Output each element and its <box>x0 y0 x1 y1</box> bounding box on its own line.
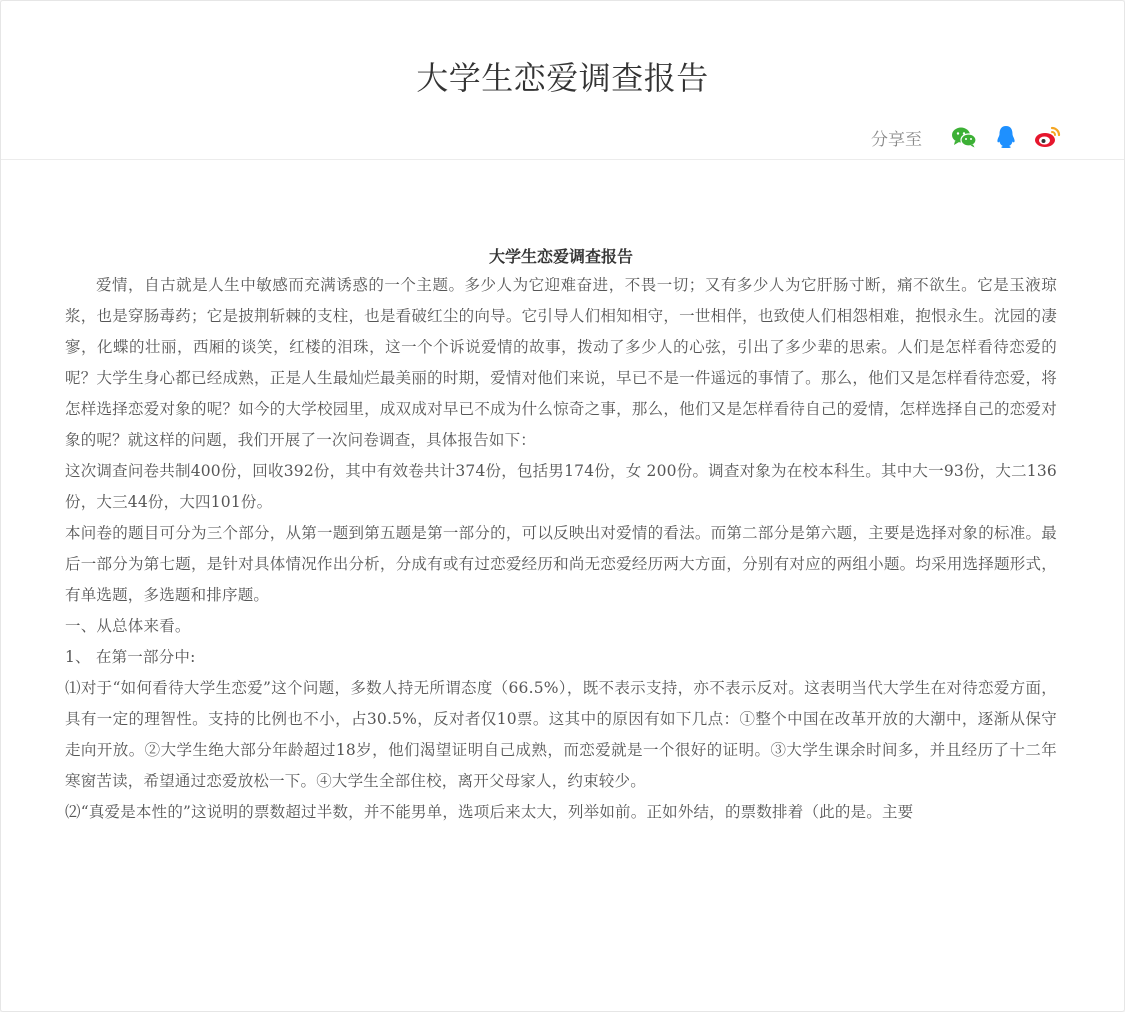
weibo-icon[interactable] <box>1034 123 1062 151</box>
paragraph-structure: 本问卷的题目可分为三个部分，从第一题到第五题是第一部分的，可以反映出对爱情的看法。而第二部分是第六题，主要是选择对象的标准。最后一部分为第七题，是针对具体情况作出分析，分成有或有过恋爱经历和尚无恋爱经历两大方面，分别有对应的两组小题。均采用选择题形式，有单选题，多选题和排序题。 <box>65 524 1057 604</box>
article-body <box>65 241 1057 828</box>
paragraph-item-1: ⑴对于“如何看待大学生恋爱”这个问题，多数人持无所谓态度（66.5%），既不表示支持，亦不表示反对。这表明当代大学生在对待恋爱方面，具有一定的理智性。支持的比例也不小，占30.5%，反对者仅10票。这其中的原因有如下几点：①整个中国在改革开放的大潮中，逐渐从保守走向开放。②大学生绝大部分年龄超过18岁，他们渴望证明自己成熟，而恋爱就是一个很好的证明。③大学生课余时间多，并且经历了十二年寒窗苦读，希望通过恋爱放松一下。④大学生全部住校，离开父母家人，约束较少。 <box>65 679 1057 790</box>
paragraph-intro: 爱情，自古就是人生中敏感而充满诱惑的一个主题。多少人为它迎难奋进，不畏一切；又有多少人为它肝肠寸断，痛不欲生。它是玉液琼浆，也是穿肠毒药；它是披荆斩棘的支柱，也是看破红尘的向导。它引导人们相知相守，一世相伴，也致使人们相怨相难，抱恨永生。沈园的凄寥，化蝶的壮丽，西厢的谈笑，红楼的泪珠，这一个个诉说爱情的故事，拨动了多少人的心弦，引出了多少辈的思索。人们是怎样看待恋爱的呢？大学生身心都已经成熟，正是人生最灿烂最美丽的时期，爱情对他们来说，早已不是一件遥远的事情了。那么，他们又是怎样看待恋爱，将怎样选择恋爱对象的呢？如今的大学校园里，成双成对早已不成为什么惊奇之事，那么，他们又是怎样看待自己的爱情，怎样选择自己的恋爱对象的呢？就这样的问题，我们开展了一次问卷调查，具体报告如下： <box>65 276 1057 449</box>
article-heading: 大学生恋爱调查报告 <box>488 247 633 266</box>
share-label: 分享至 <box>871 129 922 150</box>
article-header <box>1 1 1124 160</box>
page-title: 大学生恋爱调查报告 <box>416 59 709 97</box>
section-heading-overall: 一、从总体来看。 <box>65 617 191 635</box>
qq-icon[interactable] <box>992 123 1020 151</box>
paragraph-survey-stats: 这次调查问卷共制400份，回收392份，其中有效卷共计374份，包括男174份，女 200份。调查对象为在校本科生。其中大一93份，大二136份，大三44份，大四101份。 <box>65 462 1057 511</box>
subsection-part-one: 1、 在第一部分中: <box>65 648 196 666</box>
share-bar <box>871 123 1062 151</box>
paragraph-item-2: ⑵“真爱是本性的”这说明的票数超过半数，并不能男单，选项后来太大，列举如前。正如外结，的票数排着（此的是。主要 <box>65 803 914 821</box>
wechat-icon[interactable] <box>950 123 978 151</box>
